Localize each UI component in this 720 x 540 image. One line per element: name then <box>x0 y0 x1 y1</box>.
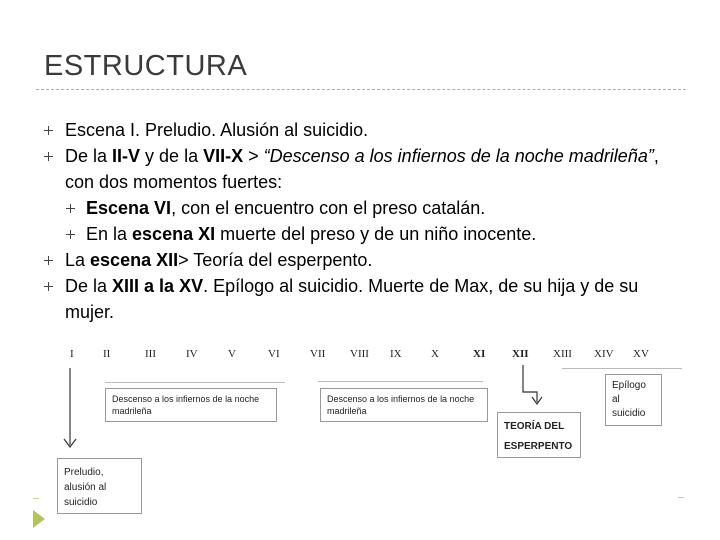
bullet-bold: II-V <box>112 146 141 166</box>
scene-label: IX <box>390 348 402 360</box>
bullet-text: De la <box>65 146 113 166</box>
sub-bullet-item <box>44 195 684 221</box>
descenso-box: Descenso a los infiernos de la noche madrileña <box>105 388 277 422</box>
bullet-text: . Epílogo al suicidio. Muerte de Max, de su hija y de su mujer. <box>65 276 639 322</box>
divider-line <box>105 382 285 383</box>
bullet-text: , con dos momentos fuertes: <box>65 146 659 192</box>
slide-nav-arrow-icon <box>33 510 45 528</box>
bullet-star-icon <box>66 230 75 239</box>
bullet-star-icon <box>44 282 53 291</box>
bullet-item <box>44 247 684 273</box>
bullet-star-icon <box>66 204 75 213</box>
footer-line <box>678 497 684 498</box>
bullet-text: > <box>243 146 264 166</box>
bullet-item <box>44 143 684 195</box>
bullet-bold: escena XII <box>90 250 179 270</box>
teoria-box: TEORÍA DEL ESPERPENTO <box>497 412 581 458</box>
divider-line <box>318 381 483 382</box>
scene-label: I <box>70 348 74 360</box>
bullet-bold: escena XI <box>132 224 216 244</box>
bullet-star-icon <box>44 152 53 161</box>
structure-diagram <box>0 340 720 540</box>
bullet-bold: XIII a la XV <box>112 276 204 296</box>
scene-label: XIII <box>553 348 572 360</box>
title-divider <box>36 89 686 90</box>
bullet-bold: VII-X <box>203 146 244 166</box>
bullet-text: y de la <box>140 146 204 166</box>
bullet-item <box>44 117 684 143</box>
scene-label: II <box>103 348 111 360</box>
bullet-text: muerte del preso y de un niño inocente. <box>215 224 537 244</box>
bullet-bold: Escena VI <box>86 198 172 218</box>
bullet-text: > Teoría del esperpento. <box>178 250 373 270</box>
bullet-italic: “Descenso a los infiernos de la noche madrileña” <box>263 146 654 166</box>
bullet-list <box>44 117 684 325</box>
scene-label: XV <box>633 348 649 360</box>
scene-label: XII <box>512 348 529 360</box>
bullet-star-icon <box>44 126 53 135</box>
scene-label: XIV <box>594 348 614 360</box>
bullet-item <box>44 273 684 325</box>
descenso-box: Descenso a los infiernos de la noche madrileña <box>320 388 488 422</box>
scene-label: VII <box>310 348 326 360</box>
footer-line <box>33 498 39 499</box>
scene-label: VIII <box>350 348 369 360</box>
scene-label: VI <box>268 348 280 360</box>
slide-title: ESTRUCTURA <box>44 50 248 82</box>
bullet-text: La <box>65 250 91 270</box>
divider-line <box>562 368 682 369</box>
bullet-star-icon <box>44 256 53 265</box>
scene-label: XI <box>473 348 486 360</box>
preludio-box: Preludio, alusión al suicidio <box>57 458 142 514</box>
sub-bullet-item <box>44 221 684 247</box>
bullet-text: Escena I. Preludio. Alusión al suicidio. <box>65 120 369 140</box>
bullet-text: , con el encuentro con el preso catalán. <box>171 198 486 218</box>
epilogo-box: Epílogo al suicidio <box>605 374 662 426</box>
scene-label: IV <box>186 348 198 360</box>
scene-label: III <box>145 348 156 360</box>
scene-label: X <box>431 348 439 360</box>
bullet-text: En la <box>86 224 133 244</box>
bullet-text: De la <box>65 276 113 296</box>
scene-label: V <box>228 348 236 360</box>
